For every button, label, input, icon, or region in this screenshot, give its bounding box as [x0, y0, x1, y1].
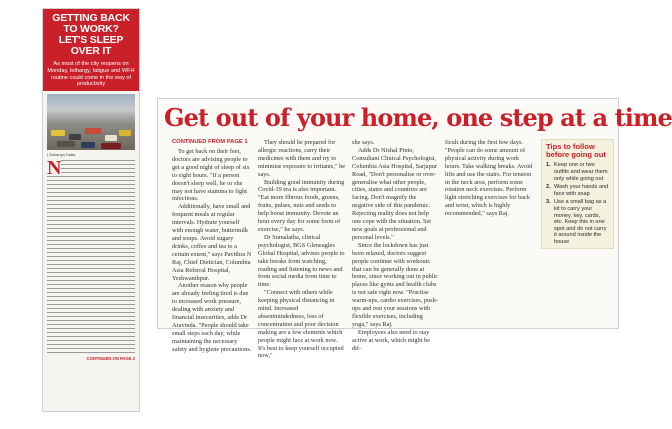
left-byline: | Sukanya Datta — [47, 152, 76, 158]
paragraph: Additionally, have small and frequent meals at regular intervals. Hydrate yourself with enough water, buttermilk and soups. Avoid sugary drinks, coffee and tea to a certain extent," says Pavithra N Raj, Chief Dietician, Columbia Asia Referral Hospital, Yeshwanthpur. — [172, 203, 252, 282]
tip-number: 2. — [546, 184, 551, 191]
tips-list — [542, 162, 613, 245]
tip-number: 1. — [546, 162, 551, 169]
paragraph: "Connect with others while keeping physical distancing in mind. Increased absentmindedness, loss of concentration and poor decision making are a few elements which people might face at work now. It's best to keep yourself occupied now," — [258, 289, 344, 360]
tip-text: Keep one or two outfits and wear them only while going out — [554, 162, 608, 182]
main-newspaper-clipping — [157, 98, 672, 360]
paragraph: Adds Dr Nishal Pinto, Consultant Clinical Psychologist, Columbia Asia Hospital, Sarjapur Road, "Don't personalise or over-generalise what other people, cities, states and countries are facing. Don't magnify the negative side of this pandemic. Rejecting reality does not help one cope with the situation. Set new goals at professional and personal levels." — [352, 146, 437, 241]
article-column-1 — [172, 148, 252, 354]
article-column-3 — [352, 139, 439, 352]
article-column-4 — [445, 139, 535, 218]
tips-box — [541, 139, 614, 249]
left-headline-line: TO WORK? — [63, 23, 119, 35]
tip-text: Wash your hands and face with soap — [554, 184, 609, 197]
tip-text: Use a small bag as a kit to carry your money, key, cards, etc. Keep this in one spot and do not carry it around inside the house — [554, 199, 607, 245]
tip-item — [546, 184, 610, 197]
traffic-photo — [47, 94, 135, 150]
paragraph: Dr Sumalatha, clinical psychologist, BGS Gleneagles Global Hospital, advises people to take breaks from watching, reading and listening to news and from social media from time to time. — [258, 233, 345, 289]
paragraph: Since the lockdown has just been relaxed, doctors suggest people continue with workouts that can be generally done at home, since working out in public places like gyms and health clubs is not safe right now. "Practise warm-ups, cardio exercises, push-ups and rest your sessions with flexible exercises, including yoga," says Raj. — [352, 241, 439, 328]
left-headline-block — [43, 9, 139, 91]
article-column-2 — [258, 139, 346, 360]
left-newspaper-clipping — [42, 8, 140, 412]
left-headline-line: GETTING BACK — [52, 12, 130, 24]
tip-item — [546, 162, 610, 182]
paragraph: They should be prepared for allergic reactions, carry their medicines with them and try to minimise exposure to irritants," he says. — [258, 139, 346, 178]
continued-from-label: CONTINUED FROM PAGE 1 — [172, 139, 248, 145]
paragraph: Building good immunity during Covid-19 era is also important. "Eat more fibrous foods, greens, fruits, pulses, nuts and seeds to help boost immunity. Devote an hour every day for some form of exercise," he says. — [258, 178, 345, 233]
left-headline-line: LET'S SLEEP — [58, 34, 124, 46]
paragraph: To get back on their feet, doctors are advising people to get a good night of sleep of six to eight hours. "If a person doesn't sleep well, he or she may not have stamina to fight infections. — [172, 148, 250, 203]
paragraph: she says. — [352, 139, 375, 146]
left-continued-note: CONTINUED ON PAGE 2 — [86, 356, 135, 362]
left-headline-line: OVER IT — [70, 45, 112, 57]
paragraph: Employees also need to stay active at work, which might be dif- — [352, 328, 430, 352]
tips-title: Tips to follow before going out — [546, 142, 606, 160]
tip-number: 3. — [546, 199, 551, 206]
paragraph: Another reason why people are already feeling tired is due to increased work pressure, dealing with anxiety and financial insecurities, adds Dr Aravinda. "People should take small steps each day, while maintaining the necessary safety and hygiene precautions. — [172, 282, 252, 353]
left-body-text — [47, 157, 135, 353]
main-headline: Get out of your home, one step at a time — [164, 103, 672, 132]
paragraph: ficult during the first few days. "People can do some amount of physical activity during work hours. Take walking breaks. Avoid lifts and use the stairs. For tension in the neck area, perform some rotation neck exercises. Perform light stretching exercises for back and wrist, which is highly recommended," says Raj. — [445, 139, 533, 218]
tip-item — [546, 199, 610, 245]
left-dek: As most of the city reopens on Monday, lethargy, fatigue and WFH routine could come in the way of productivity — [47, 61, 135, 88]
drop-cap: N — [47, 157, 62, 180]
